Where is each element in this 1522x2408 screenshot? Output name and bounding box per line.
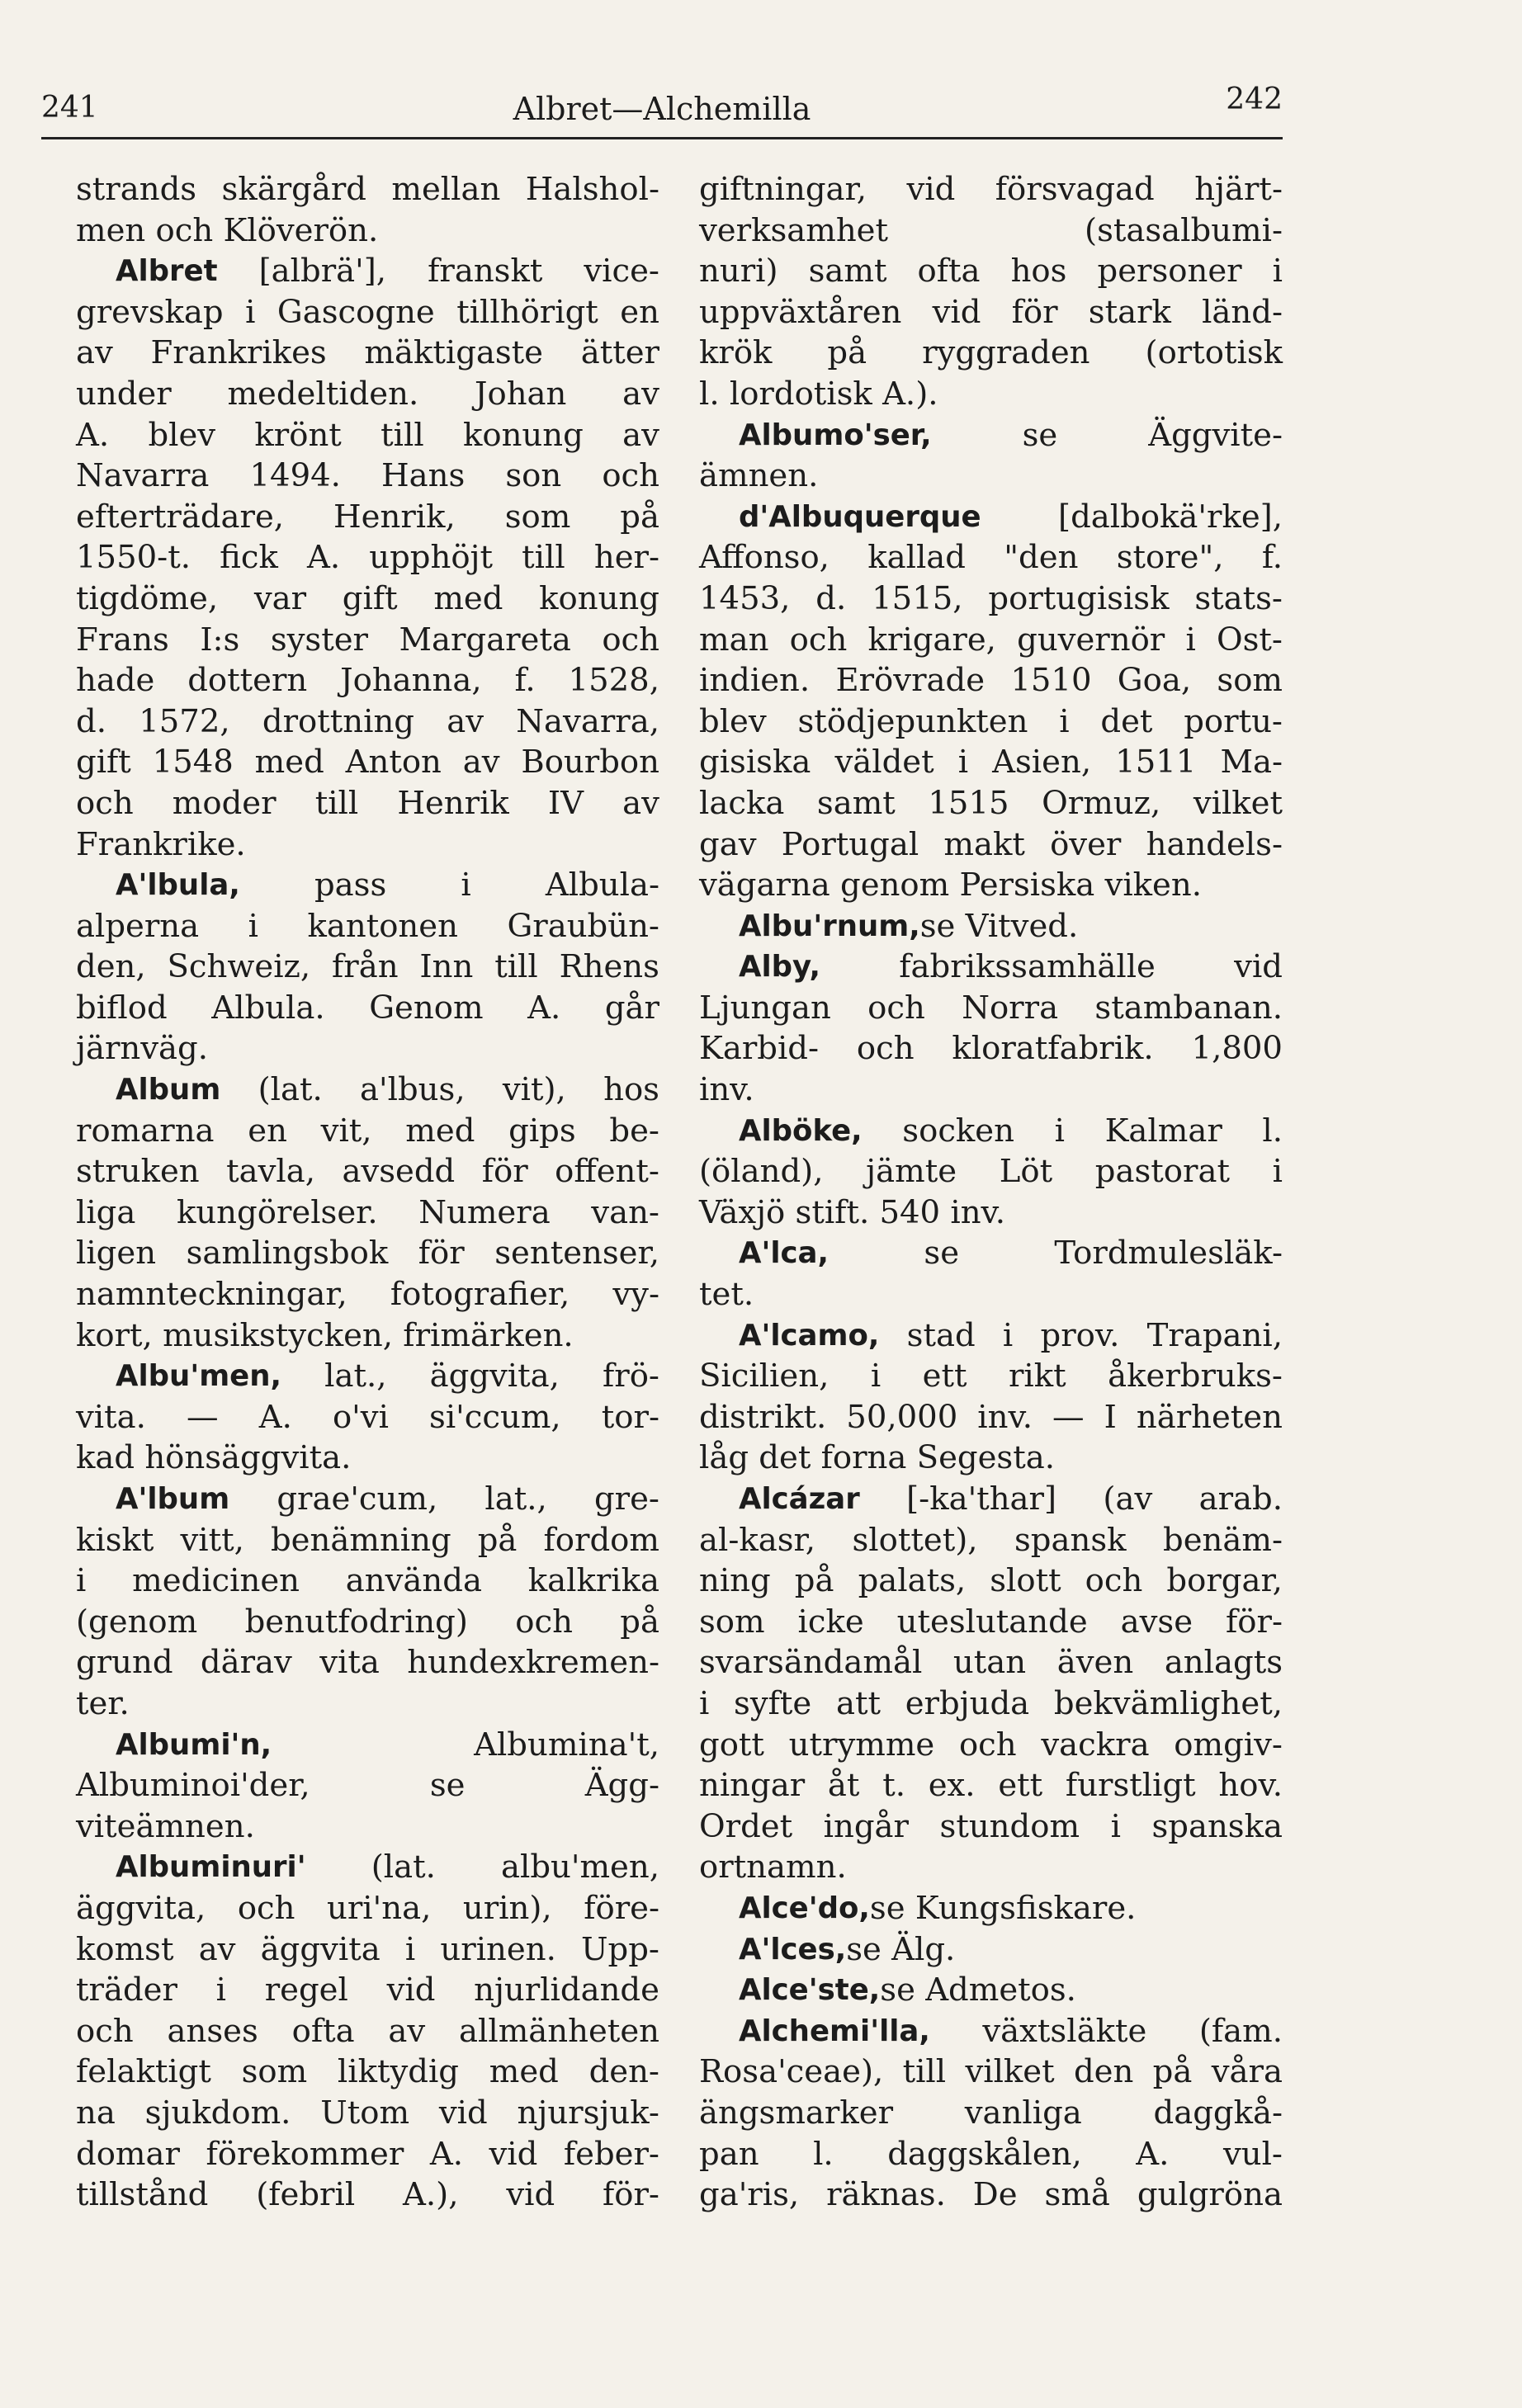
text-line: verksamhet (stasalbumi- [699,211,1283,249]
text-line: Albret [albrä'], franskt vice- [116,253,659,290]
text-line: Albuminuri' (lat. albu'men, [116,1848,659,1886]
text-line: ängsmarker vanliga daggkå- [699,2094,1283,2132]
text-line: Alce'ste, se Admetos. [739,1971,1076,2009]
text-line: kiskt vitt, benämning på fordom [76,1521,659,1559]
text-line: (öland), jämte Löt pastorat i [699,1153,1283,1191]
text-line: man och krigare, guvernör i Ost- [699,621,1283,659]
text-line: Alchemi'lla, växtsläkte (fam. [739,2012,1283,2050]
text-line: komst av äggvita i urinen. Upp- [76,1930,659,1968]
text-line: inv. [699,1071,754,1109]
text-line: lacka samt 1515 Ormuz, vilket [699,784,1283,822]
text-line: tillstånd (febril A.), vid för- [76,2176,659,2214]
text-line: d. 1572, drottning av Navarra, [76,702,659,740]
text-line: A'lcamo, stad i prov. Trapani, [739,1316,1283,1354]
text-line: ortnamn. [699,1848,847,1886]
text-line: i medicinen använda kalkrika [76,1562,659,1600]
text-line: och moder till Henrik IV av [76,784,659,822]
text-line: Ordet ingår stundom i spanska [699,1807,1283,1845]
text-line: A'lces, se Älg. [739,1930,956,1968]
text-line: Alby, fabrikssamhälle vid [739,948,1283,986]
text-line: Navarra 1494. Hans son och [76,457,659,495]
text-line: Alce'do, se Kungsfiskare. [739,1889,1137,1927]
text-line: Alböke, socken i Kalmar l. [739,1112,1283,1150]
text-line: blev stödjepunkten i det portu- [699,702,1283,740]
text-line: Sicilien, i ett rikt åkerbruks- [699,1357,1283,1395]
text-line: 1550-t. fick A. upphöjt till her- [76,539,659,577]
text-line: svarsändamål utan även anlagts [699,1644,1283,1682]
text-line: ning på palats, slott och borgar, [699,1562,1283,1600]
text-line: tet. [699,1276,754,1314]
text-line: under medeltiden. Johan av [76,375,659,413]
running-head: Albret—Alchemilla [513,91,811,127]
text-line: namnteckningar, fotografier, vy- [76,1276,659,1314]
text-line: gift 1548 med Anton av Bourbon [76,744,659,781]
text-line: al-kasr, slottet), spansk benäm- [699,1521,1283,1559]
text-line: Affonso, kallad "den store", f. [699,539,1283,577]
text-line: grevskap i Gascogne tillhörigt en [76,293,659,331]
text-line: gott utrymme och vackra omgiv- [699,1726,1283,1764]
text-line: kad hönsäggvita. [76,1439,352,1477]
page-header [41,76,1283,142]
left-column [76,169,659,2216]
text-line: felaktigt som liktydig med den- [76,2053,659,2091]
text-line: hade dottern Johanna, f. 1528, [76,662,659,700]
text-line: romarna en vit, med gips be- [76,1112,659,1150]
text-line: gisiska väldet i Asien, 1511 Ma- [699,744,1283,781]
text-line: 1453, d. 1515, portugisisk stats- [699,579,1283,617]
text-line: Albu'men, lat., äggvita, frö- [116,1357,659,1395]
text-line: Albumi'n, Albumina't, [116,1726,659,1764]
text-line: giftningar, vid försvagad hjärt- [699,171,1283,208]
text-line: Alcázar [-ka'thar] (av arab. [739,1480,1283,1518]
right-column [699,169,1283,2216]
text-line: Albu'rnum, se Vitved. [739,907,1079,945]
text-line: vägarna genom Persiska viken. [699,866,1202,904]
page-number-left: 241 [41,91,98,125]
text-line: efterträdare, Henrik, som på [76,498,659,536]
text-line: i syfte att erbjuda bekvämlighet, [699,1684,1283,1722]
text-line: ningar åt t. ex. ett furstligt hov. [699,1767,1283,1805]
text-line: indien. Erövrade 1510 Goa, som [699,662,1283,700]
text-line: Ljungan och Norra stambanan. [699,989,1283,1027]
text-line: Rosa'ceae), till vilket den på våra [699,2053,1283,2091]
text-line: viteämnen. [76,1807,255,1845]
text-line: distrikt. 50,000 inv. — I närheten [699,1398,1283,1436]
text-line: A'lca, se Tordmulesläk- [739,1235,1283,1272]
text-line: Karbid- och kloratfabrik. 1,800 [699,1030,1283,1068]
text-line: l. lordotisk A.). [699,375,938,413]
text-line: uppväxtåren vid för stark länd- [699,293,1283,331]
text-line: av Frankrikes mäktigaste ätter [76,334,659,372]
text-line: na sjukdom. Utom vid njursjuk- [76,2094,659,2132]
text-line: pan l. daggskålen, A. vul- [699,2135,1283,2173]
text-line: ter. [76,1684,130,1722]
text-line: som icke uteslutande avse för- [699,1603,1283,1641]
text-line: nuri) samt ofta hos personer i [699,253,1283,290]
header-rule [41,137,1283,139]
text-line: A'lbum grae'cum, lat., gre- [116,1480,659,1518]
text-line: A. blev krönt till konung av [76,416,659,454]
text-line: äggvita, och uri'na, urin), före- [76,1889,659,1927]
text-line: ga'ris, räknas. De små gulgröna [699,2176,1283,2214]
text-line: men och Klöverön. [76,211,379,249]
text-line: Albumo'ser, se Äggvite- [739,416,1283,454]
text-line: vita. — A. o'vi si'ccum, tor- [76,1398,659,1436]
text-line: krök på ryggraden (ortotisk [699,334,1283,372]
text-line: Frans I:s syster Margareta och [76,621,659,659]
text-line: Albuminoi'der, se Ägg- [76,1767,659,1805]
text-line: ligen samlingsbok för sentenser, [76,1235,659,1272]
text-line: och anses ofta av allmänheten [76,2012,659,2050]
text-line: A'lbula, pass i Albula- [116,866,659,904]
text-line: ämnen. [699,457,819,495]
text-line: gav Portugal makt över handels- [699,825,1283,863]
text-line: struken tavla, avsedd för offent- [76,1153,659,1191]
text-line: grund därav vita hundexkremen- [76,1644,659,1682]
text-line: Frankrike. [76,825,246,863]
text-line: (genom benutfodring) och på [76,1603,659,1641]
text-line: låg det forna Segesta. [699,1439,1055,1477]
text-line: liga kungörelser. Numera van- [76,1193,659,1231]
text-line: d'Albuquerque [dalbokä'rke], [739,498,1283,536]
text-line: strands skärgård mellan Halshol- [76,171,659,208]
text-line: den, Schweiz, från Inn till Rhens [76,948,659,986]
text-line: tigdöme, var gift med konung [76,579,659,617]
text-line: Album (lat. a'lbus, vit), hos [116,1071,659,1109]
text-line: biflod Albula. Genom A. går [76,989,659,1027]
text-line: alperna i kantonen Graubün- [76,907,659,945]
page-number-right: 242 [1226,83,1283,116]
text-line: Växjö stift. 540 inv. [699,1193,1006,1231]
text-line: järnväg. [76,1030,209,1068]
text-line: kort, musikstycken, frimärken. [76,1316,574,1354]
text-line: träder i regel vid njurlidande [76,1971,659,2009]
text-line: domar förekommer A. vid feber- [76,2135,659,2173]
